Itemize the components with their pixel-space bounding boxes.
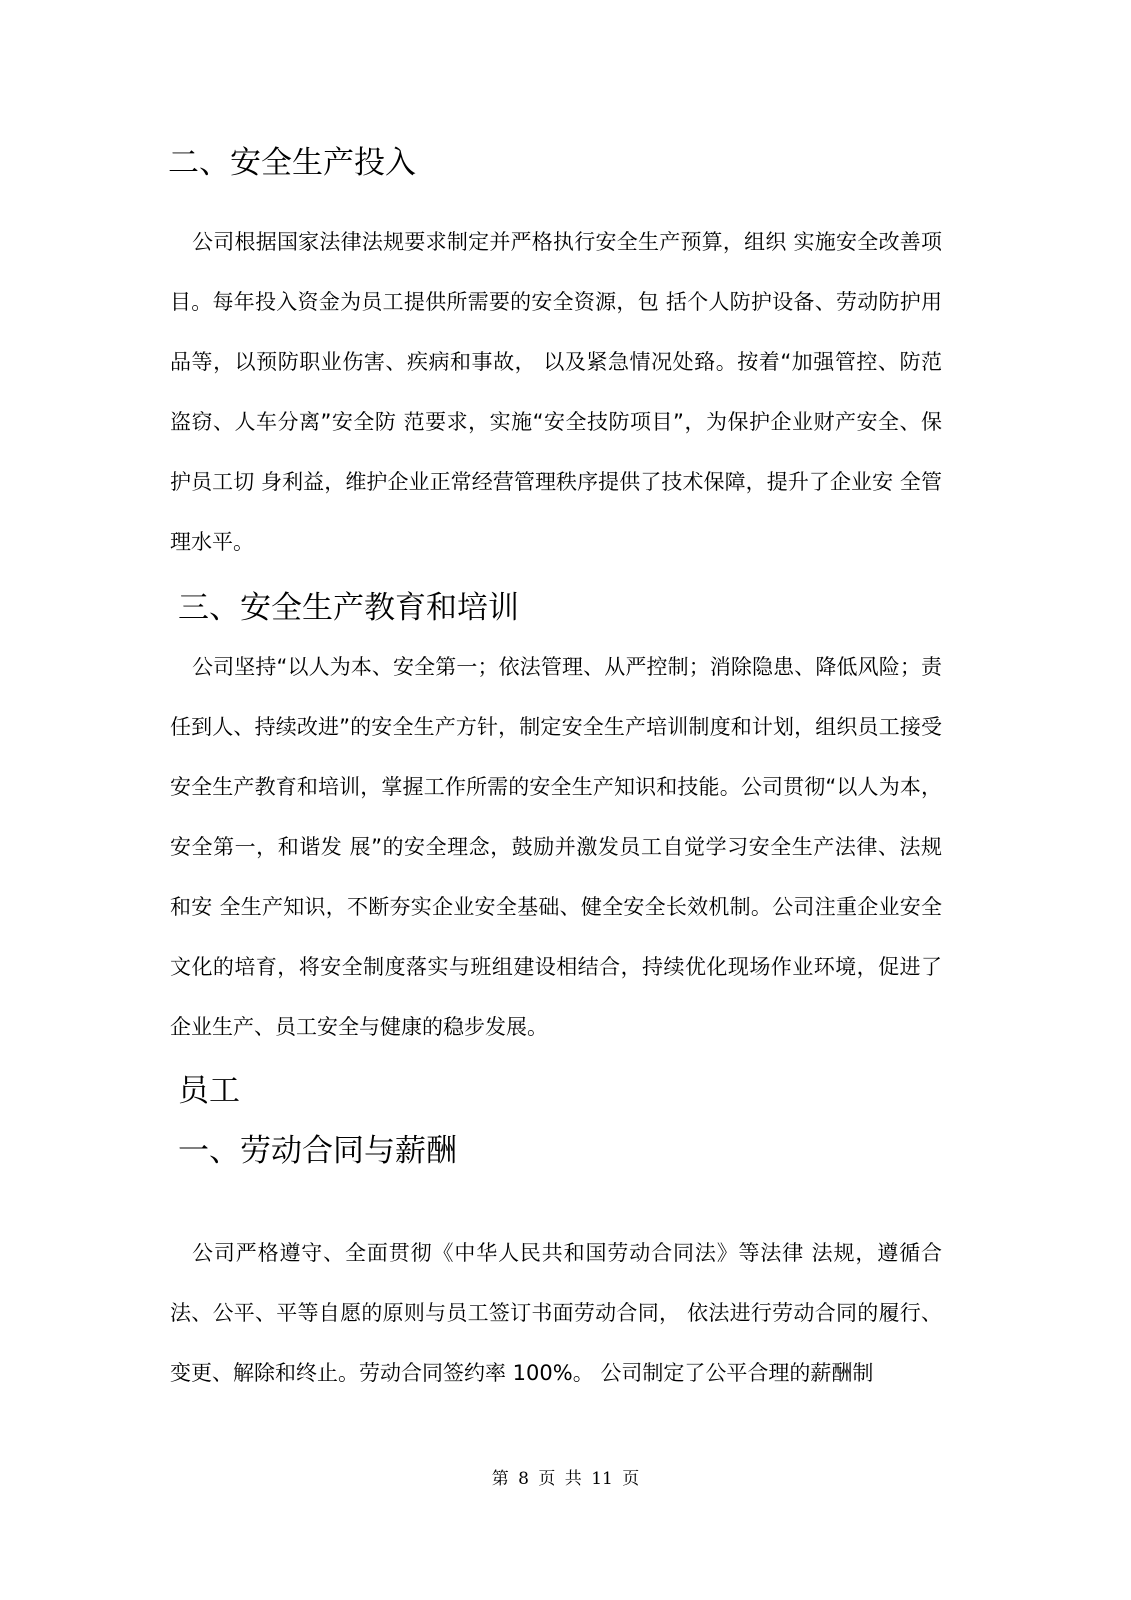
page-number-footer: 第 8 页 共 11 页 [491, 1469, 640, 1489]
paragraph-labor-contract: 公司严格遵守、全面贯彻《中华人民共和国劳动合同法》等法律 法规，遵循合法、公平、平等自愿的原则与员工签订书面劳动合同， 依法进行劳动合同的履行、变更、解除和终止。劳动合同签约率 100%。 公司制定了公平合理的薪酬制 [170, 1241, 942, 1385]
chapter-title-employees: 员工 [178, 1073, 240, 1109]
paragraph-safety-training: 公司坚持“以人为本、安全第一；依法管理、从严控制；消除隐患、降低风险；责任到人、持续改进”的安全生产方针，制定安全生产培训制度和计划，组织员工接受安全生产教育和培训，掌握工作所需的安全生产知识和技能。公司贯彻“以人为本，安全第一，和谐发 展”的安全理念，鼓励并激发员工自觉学习安全生产法律、法规和安 全生产知识，不断夯实企业安全基础、健全安全长效机制。公司注重企业安全文化的培育，将安全制度落实与班组建设相结合，持续优化现场作业环境，促进了企业生产、员工安全与健康的稳步发展。 [170, 655, 942, 1039]
section-heading-safety-training: 三、安全生产教育和培训 [178, 590, 519, 626]
section-heading-safety-investment: 二、安全生产投入 [168, 145, 416, 181]
section-heading-labor-contract: 一、劳动合同与薪酬 [178, 1133, 457, 1169]
paragraph-safety-investment: 公司根据国家法律法规要求制定并严格执行安全生产预算，组织 实施安全改善项目。每年投入资金为员工提供所需要的安全资源，包 括个人防护设备、劳动防护用品等，以预防职业伤害、疾病和事故， 以及紧急情况处臵。按着“加强管控、防范盗窃、人车分离”安全防 范要求，实施“安全技防项目”，为保护企业财产安全、保护员工切 身利益，维护企业正常经营管理秩序提供了技术保障，提升了企业安 全管理水平。 [170, 230, 942, 554]
